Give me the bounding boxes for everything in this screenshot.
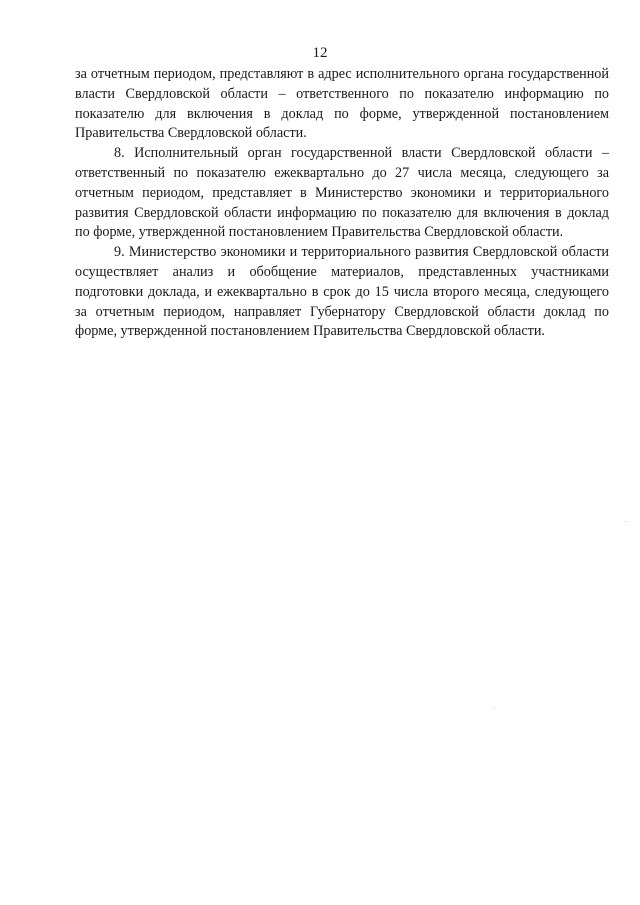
scan-speck [625, 521, 626, 522]
paragraph-item-9: 9. Министерство экономики и территориального развития Свердловской области осуществляет анализ и обобщение материалов, представленных участниками подготовки доклада, и ежеквартально в срок до 15 числа второго месяца, следующего за отчетным периодом, направляет Губернатору Свердловской области доклад по форме, утвержденной постановлением Правительства Свердловской области. [75, 244, 609, 340]
page-number: 12 [312, 45, 328, 61]
paragraph-continuation: за отчетным периодом, представляют в адрес исполнительного органа государственной власти Свердловской области – ответственного по показателю информацию по показателю для включения в доклад по форме, утвержденной постановлением Правительства Свердловской области. [75, 66, 609, 142]
paragraph-item-8: 8. Исполнительный орган государственной власти Свердловской области – ответственный по показателю ежеквартально до 27 числа месяца, следующего за отчетным периодом, представляет в Министерство экономики и территориального развития Свердловской области информацию по показателю для включения в доклад по форме, утвержденной постановлением Правительства Свердловской области. [75, 145, 609, 241]
scan-speck [494, 708, 495, 709]
document-body [75, 65, 609, 342]
